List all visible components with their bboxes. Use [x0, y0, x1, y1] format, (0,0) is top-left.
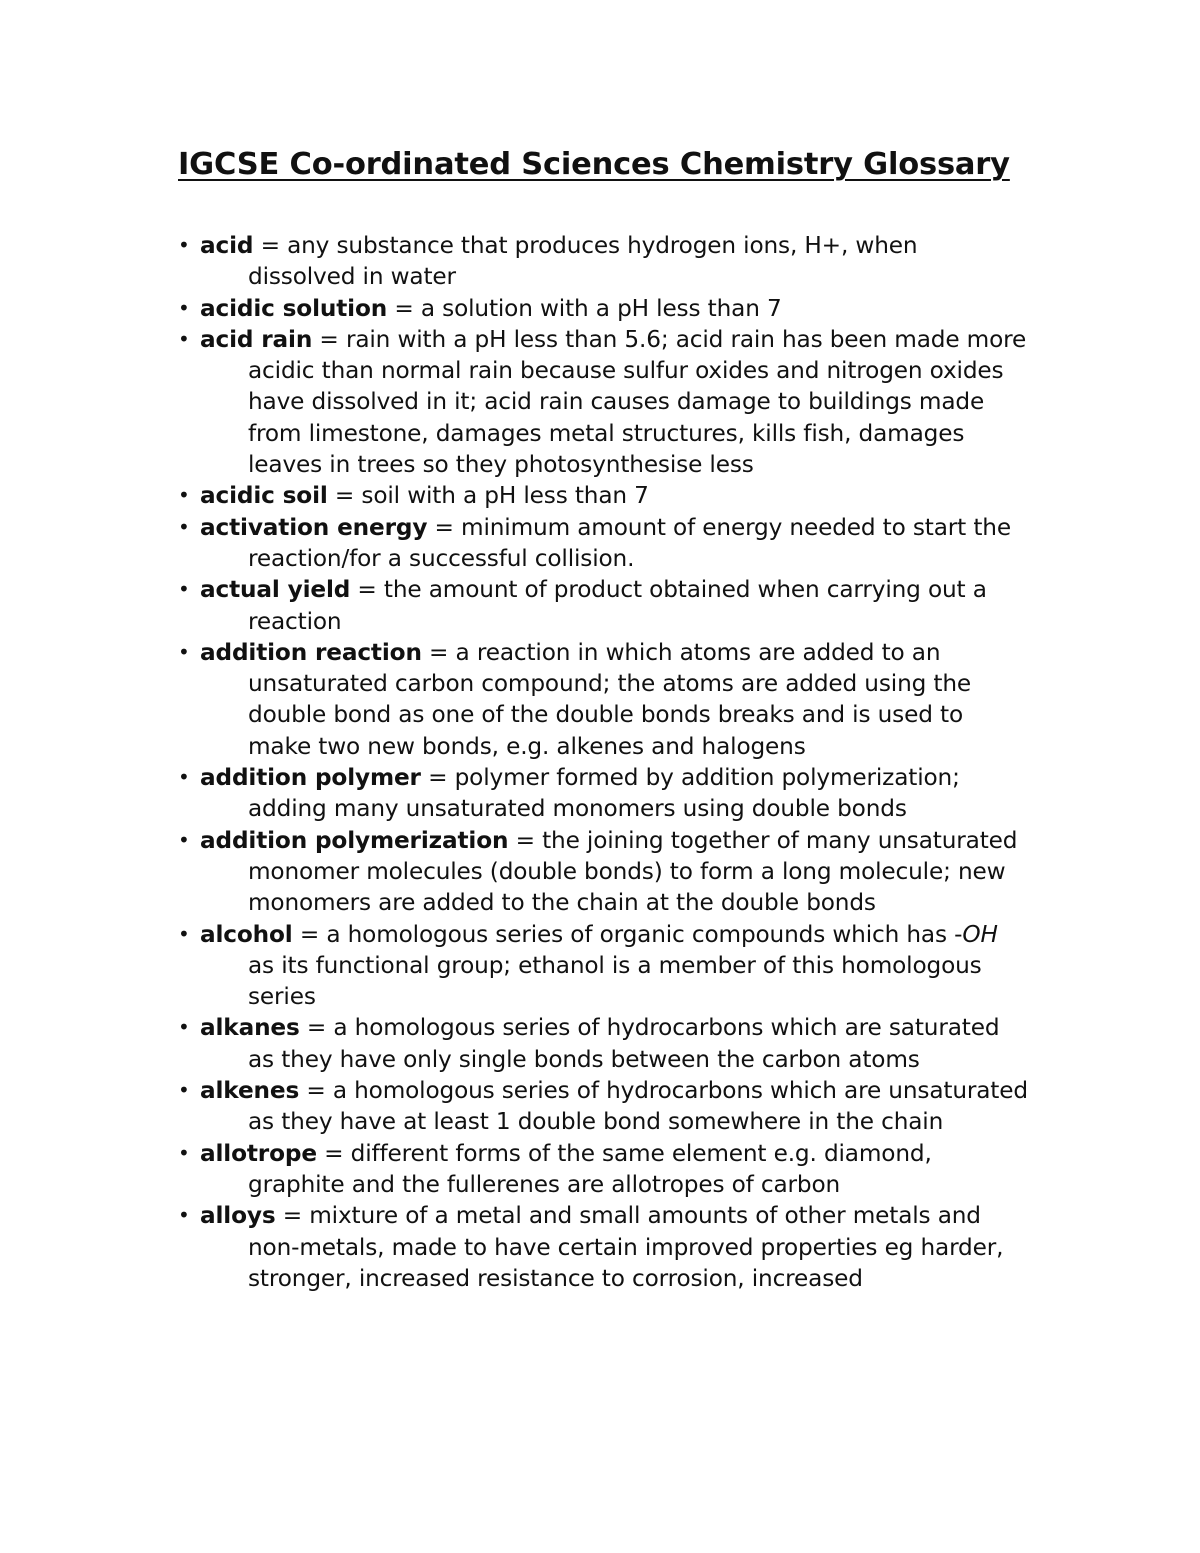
definition: different forms of the same element e.g. diamond, graphite and the fullerenes are allotropes of carbon	[248, 1139, 932, 1198]
glossary-entry-acid	[178, 230, 1028, 293]
separator: =	[420, 764, 455, 792]
term: alkanes	[200, 1014, 300, 1042]
term: acid	[200, 232, 254, 259]
definition: any substance that produces hydrogen ions, H+, when dissolved in water	[248, 232, 918, 291]
definition: polymer formed by addition polymerization; adding many unsaturated monomers using double bonds	[248, 764, 960, 823]
separator: =	[427, 513, 462, 541]
definition: the joining together of many unsaturated monomer molecules (double bonds) to form a long molecule; new monomers are added to the chain at the double bonds	[248, 826, 1018, 917]
glossary-entry-addition-polymer	[178, 762, 1028, 825]
glossary-entry-addition-reaction	[178, 637, 1028, 762]
term: acidic solution	[200, 294, 388, 322]
separator: =	[327, 482, 362, 510]
separator: =	[508, 826, 543, 854]
term: acidic soil	[200, 482, 328, 510]
glossary-entry-acidic-soil	[178, 480, 1028, 511]
functional-group: OH	[962, 920, 998, 948]
separator: =	[350, 576, 384, 604]
definition: mixture of a metal and small amounts of other metals and non-metals, made to have certain improved properties eg harder, stronger, increased resistance to corrosion, increased	[248, 1202, 1004, 1292]
term: addition polymer	[200, 764, 421, 792]
definition-part: as its functional group; ethanol is a member of this homologous series	[248, 951, 982, 1011]
definition: rain with a pH less than 5.6; acid rain has been made more acidic than normal rain because sulfur oxides and nitrogen oxides have dissolved in it; acid rain causes damage to buildings made from limestone, damages metal structures, kills fish, damages leaves in trees so they photosynthesise less	[248, 325, 1027, 479]
term: addition reaction	[200, 638, 422, 666]
separator: =	[275, 1202, 310, 1230]
glossary-entry-acid-rain	[178, 324, 1028, 480]
term: acid rain	[200, 325, 313, 353]
separator: =	[292, 920, 327, 948]
glossary-entry-alkanes	[178, 1012, 1028, 1075]
separator: =	[299, 1014, 334, 1042]
term: alloys	[200, 1202, 276, 1230]
separator: =	[387, 294, 421, 322]
definition: a reaction in which atoms are added to an unsaturated carbon compound; the atoms are added using the double bond as one of the double bonds breaks and is used to make two new bonds, e.g. alkenes and halogens	[248, 638, 972, 760]
glossary-entry-actual-yield	[178, 574, 1028, 637]
definition: a homologous series of hydrocarbons which are unsaturated as they have at least 1 double bond somewhere in the chain	[248, 1077, 1028, 1136]
glossary-entry-addition-polymerization	[178, 825, 1028, 919]
definition: soil with a pH less than 7	[361, 482, 649, 510]
glossary-entry-alloys	[178, 1200, 1028, 1294]
separator: =	[316, 1139, 351, 1167]
separator: =	[253, 232, 288, 259]
definition: minimum amount of energy needed to start the reaction/for a successful collision.	[248, 513, 1011, 572]
term: allotrope	[200, 1139, 317, 1167]
glossary-entry-activation-energy	[178, 512, 1028, 575]
term: addition polymerization	[200, 826, 509, 854]
term: activation energy	[200, 513, 428, 541]
definition: a homologous series of hydrocarbons which are saturated as they have only single bonds between the carbon atoms	[248, 1014, 1000, 1073]
definition: a solution with a pH less than 7	[420, 294, 782, 322]
glossary-entry-alcohol	[178, 919, 1028, 1013]
glossary-entry-acidic-solution	[178, 293, 1028, 324]
definition-part: a homologous series of organic compounds which has -	[326, 920, 963, 948]
glossary-list	[178, 230, 1028, 1294]
document-title: IGCSE Co-ordinated Sciences Chemistry Glossary	[178, 147, 1010, 182]
separator: =	[312, 325, 346, 353]
definition: the amount of product obtained when carrying out a reaction	[248, 576, 987, 635]
term: alcohol	[200, 920, 293, 948]
term: actual yield	[200, 576, 351, 604]
separator: =	[421, 638, 456, 666]
separator: =	[299, 1077, 333, 1105]
glossary-entry-alkenes	[178, 1075, 1028, 1138]
glossary-entry-allotrope	[178, 1138, 1028, 1201]
term: alkenes	[200, 1077, 300, 1105]
